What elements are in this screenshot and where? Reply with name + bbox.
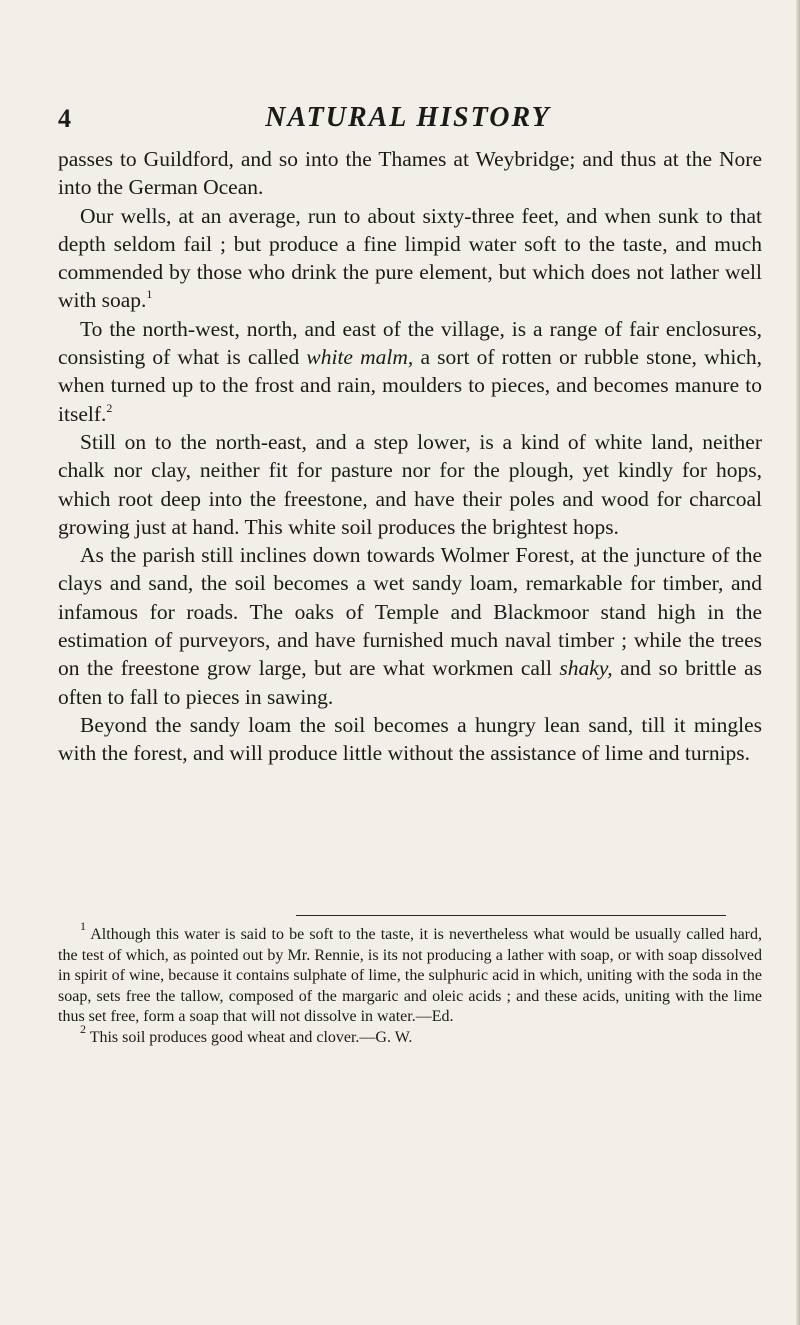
- paragraph-5-text-b: and so brittle as often to fall to pieces in sawing.: [58, 656, 762, 709]
- running-title: NATURAL HISTORY: [265, 102, 551, 133]
- footnote-2-text: This soil produces good wheat and clover.—G. W.: [86, 1028, 413, 1046]
- paragraph-6: Beyond the sandy loam the soil becomes a hungry lean sand, till it mingles with the forest, and will produce little without the assistance of lime and turnips.: [58, 712, 762, 766]
- paragraph-5-italic: shaky,: [559, 656, 613, 681]
- paragraph-3-text-b: a sort of rotten or rubble stone, which, when turned up to the frost and rain, moulders to pieces, and becomes manure to itself.: [58, 345, 762, 426]
- paragraph-1: passes to Guildford, and so into the Thames at Weybridge; and thus at the Nore into the German Ocean.: [58, 147, 762, 200]
- paragraph-5-text-a: As the parish still inclines down towards Wolmer Forest, at the juncture of the clays and sand, the soil becomes a wet sandy loam, remarkable for timber, and infamous for roads. The oaks of Temple and Blackmoor stand high in the estimation of purveyors, and have furnished much naval timber ; while the trees on the freestone grow large, but are what workmen call: [58, 543, 762, 681]
- paragraph-3: [58, 315, 762, 428]
- footnote-divider: [296, 915, 726, 916]
- footnote-1: [58, 919, 762, 1028]
- paragraph-3-text-a: To the north-west, north, and east of the village, is a range of fair enclosures, consisting of what is called: [58, 316, 762, 370]
- footnote-2-mark: 2: [80, 1021, 86, 1036]
- page-number: 4: [58, 104, 71, 133]
- body-text: [58, 145, 762, 768]
- page-edge: [796, 0, 800, 1325]
- paragraph-3-italic: white malm,: [306, 345, 414, 370]
- paragraph-5: [58, 541, 762, 711]
- footnote-ref-1: 1: [146, 287, 153, 302]
- footnote-1-text: Although this water is said to be soft to the taste, it is nevertheless what would be usually called hard, the test of which, as pointed out by Mr. Rennie, is its not producing a lather with soap, or with soap dissolved in spirit of wine, because it contains sulphate of lime, the sulphuric acid in which, uniting with the soda in the soap, sets free the tallow, composed of the margaric and oleic acids ; and these acids, uniting with the lime thus set free, form a soap that will not dissolve in water.—Ed.: [58, 926, 762, 1026]
- footnote-2: [58, 1021, 762, 1049]
- paragraph-4: Still on to the north-east, and a step lower, is a kind of white land, neither chalk nor clay, neither fit for pasture nor for the plough, yet kindly for hops, which root deep into the freestone, and have their poles and wood for charcoal growing just at hand. This white soil produces the brightest hops.: [58, 429, 762, 539]
- page-header: [58, 100, 758, 140]
- footnotes: [58, 919, 762, 1049]
- paragraph-2-text: Our wells, at an average, run to about sixty-three feet, and when sunk to that depth seldom fail ; but produce a fine limpid water soft to the taste, and much commended by those who drink the pure element, but which does not lather well with soap.: [58, 203, 762, 313]
- paragraph-2: [58, 202, 762, 315]
- footnote-1-mark: 1: [80, 919, 86, 933]
- footnote-ref-2: 2: [106, 400, 113, 415]
